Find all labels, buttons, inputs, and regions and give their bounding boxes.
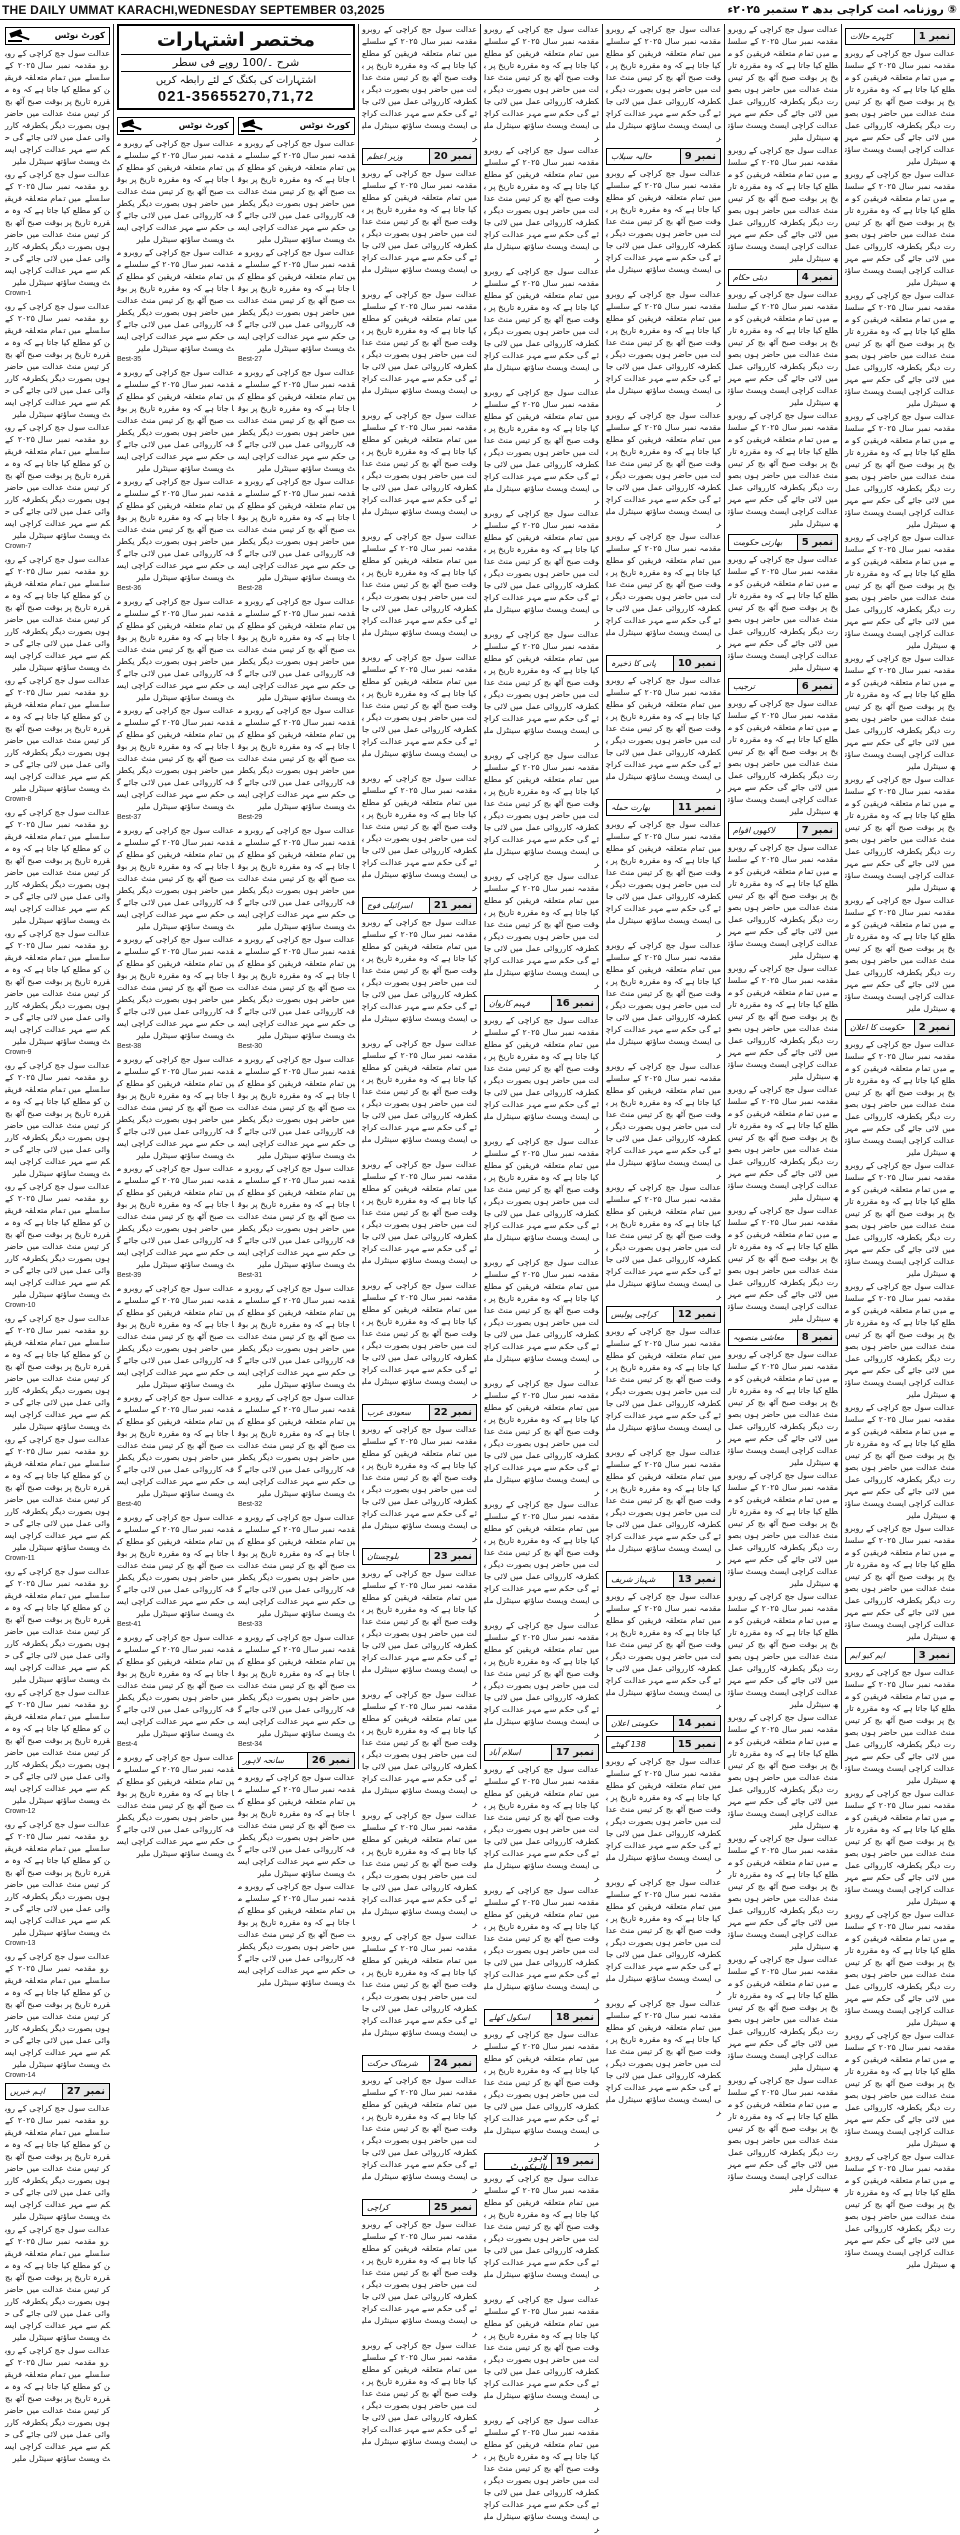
section-title: 138 گھنٹے [611, 1740, 646, 1749]
notice-text: عدالت سول جج کراچی کے روبرو مقدمہ نمبر سال ۲۰۲۵ کے سلسلے میں تمام متعلقہ فریقین کو مطلع کیا جاتا ہے کہ وہ مقررہ تاریخ پر بوقت صبح آٹھ بج کر تیس منٹ عدالت میں حاضر ہوں بصورت دیگر یکطرفہ کارروائی عمل میں لائی جائے گی حکم سے مہر عدالت کراچی ایسٹ ویسٹ ساؤتھ سینٹرل ملیر [238, 1164, 356, 1269]
notice-text: عدالت سول جج کراچی کے روبرو مقدمہ نمبر سال ۲۰۲۵ کے سلسلے میں تمام متعلقہ فریقین کو مطلع کیا جاتا ہے کہ وہ مقررہ تاریخ پر بوقت صبح آٹھ بج کر تیس منٹ عدالت میں حاضر ہوں بصورت دیگر یکطرفہ کارروائی عمل میں لائی جائے گی حکم سے مہر عدالت کراچی ایسٹ ویسٹ ساؤتھ سینٹرل ملیر [238, 139, 356, 244]
ad-tag: Crown-9 [5, 1049, 32, 1056]
article-text: عدالت سول جج کراچی کے روبرو مقدمہ نمبر سال ۲۰۲۵ کے سلسلے میں تمام متعلقہ فریقین کو مطلع کیا جاتا ہے کہ وہ مقررہ تاریخ پر بوقت صبح آٹھ بج کر تیس منٹ عدالت میں حاضر ہوں بصورت دیگر یکطرفہ کارروائی عمل میں لائی جائے گی حکم سے مہر عدالت کراچی ایسٹ ویسٹ ساؤتھ سینٹرل ملیر [845, 654, 956, 771]
notice-text: عدالت سول جج کراچی کے روبرو مقدمہ نمبر سال ۲۰۲۵ کے سلسلے میں تمام متعلقہ فریقین کو مطلع کیا جاتا ہے کہ وہ مقررہ تاریخ پر بوقت صبح آٹھ بج کر تیس منٹ عدالت میں حاضر ہوں بصورت دیگر یکطرفہ کارروائی عمل میں لائی جائے گی حکم سے مہر عدالت کراچی ایسٹ ویسٹ ساؤتھ سینٹرل ملیر [5, 808, 110, 925]
ad-tag: Best-37 [117, 814, 142, 821]
section-number: نمبر 24 [429, 2056, 476, 2071]
article-text: عدالت سول جج کراچی کے روبرو مقدمہ نمبر سال ۲۰۲۵ کے سلسلے میں تمام متعلقہ فریقین کو مطلع کیا جاتا ہے کہ وہ مقررہ تاریخ پر بوقت صبح آٹھ بج کر تیس منٹ عدالت میں حاضر ہوں بصورت دیگر یکطرفہ کارروائی عمل میں لائی جائے گی حکم سے مہر عدالت کراچی ایسٹ ویسٹ ساؤتھ سینٹرل ملیر [728, 290, 839, 407]
section-number: نمبر 10 [673, 656, 720, 671]
section-title: لاہور ہائیکورٹ [509, 2152, 547, 2171]
notice-text: عدالت سول جج کراچی کے روبرو مقدمہ نمبر سال ۲۰۲۵ کے سلسلے میں تمام متعلقہ فریقین کو مطلع کیا جاتا ہے کہ وہ مقررہ تاریخ پر بوقت صبح آٹھ بج کر تیس منٹ عدالت میں حاضر ہوں بصورت دیگر یکطرفہ کارروائی عمل میں لائی جائے گی حکم سے مہر عدالت کراچی ایسٹ ویسٹ ساؤتھ سینٹرل ملیر [5, 49, 110, 166]
section-number: نمبر 27 [62, 2084, 109, 2099]
notice-text: عدالت سول جج کراچی کے روبرو مقدمہ نمبر سال ۲۰۲۵ کے سلسلے میں تمام متعلقہ فریقین کو مطلع کیا جاتا ہے کہ وہ مقررہ تاریخ پر بوقت صبح آٹھ بج کر تیس منٹ عدالت میں حاضر ہوں بصورت دیگر یکطرفہ کارروائی عمل میں لائی جائے گی حکم سے مہر عدالت کراچی ایسٹ ویسٹ ساؤتھ سینٹرل ملیر [117, 1753, 235, 1858]
masthead-urdu-date: ⑤ روزنامہ امت کراچی بدھ ۳ ستمبر ۲۰۲۵ء [727, 3, 957, 16]
ad-tag: Best-32 [238, 1501, 263, 1508]
section-number: نمبر 18 [551, 2010, 598, 2025]
article-text: عدالت سول جج کراچی کے روبرو مقدمہ نمبر سال ۲۰۲۵ کے سلسلے میں تمام متعلقہ فریقین کو مطلع کیا جاتا ہے کہ وہ مقررہ تاریخ پر بوقت صبح آٹھ بج کر تیس منٹ عدالت میں حاضر ہوں بصورت دیگر یکطرفہ کارروائی عمل میں لائی جائے گی حکم سے مہر عدالت کراچی ایسٹ ویسٹ ساؤتھ سینٹرل ملیر [845, 1282, 956, 1399]
article-text: عدالت سول جج کراچی کے روبرو مقدمہ نمبر سال ۲۰۲۵ کے سلسلے میں تمام متعلقہ فریقین کو مطلع کیا جاتا ہے کہ وہ مقررہ تاریخ پر بوقت صبح آٹھ بج کر تیس منٹ عدالت میں حاضر ہوں بصورت دیگر یکطرفہ کارروائی عمل میں لائی جائے گی حکم سے مہر عدالت کراچی ایسٹ ویسٹ ساؤتھ سینٹرل ملیر [728, 1085, 839, 1202]
section-header-10 [606, 655, 721, 672]
section-title: سعودی عرب [367, 1408, 411, 1417]
article-text: عدالت سول جج کراچی کے روبرو مقدمہ نمبر سال ۲۰۲۵ کے سلسلے میں تمام متعلقہ فریقین کو مطلع کیا جاتا ہے کہ وہ مقررہ تاریخ پر بوقت صبح آٹھ بج کر تیس منٹ عدالت میں حاضر ہوں بصورت دیگر یکطرفہ کارروائی عمل میں لائی جائے گی حکم سے مہر عدالت کراچی ایسٹ ویسٹ ساؤتھ سینٹرل ملیر [606, 1062, 722, 1179]
ad-tag: Best-4 [117, 1741, 138, 1748]
article-text: عدالت سول جج کراچی کے روبرو مقدمہ نمبر سال ۲۰۲۵ کے سلسلے میں تمام متعلقہ فریقین کو مطلع کیا جاتا ہے کہ وہ مقررہ تاریخ پر بوقت صبح آٹھ بج کر تیس منٹ عدالت میں حاضر ہوں بصورت دیگر یکطرفہ کارروائی عمل میں لائی جائے گی حکم سے مہر عدالت کراچی ایسٹ ویسٹ ساؤتھ سینٹرل ملیر [362, 25, 478, 142]
section-header-13 [606, 1571, 721, 1588]
article-text: عدالت سول جج کراچی کے روبرو مقدمہ نمبر سال ۲۰۲۵ کے سلسلے میں تمام متعلقہ فریقین کو مطلع کیا جاتا ہے کہ وہ مقررہ تاریخ پر بوقت صبح آٹھ بج کر تیس منٹ عدالت میں حاضر ہوں بصورت دیگر یکطرفہ کارروائی عمل میں لائی جائے گی حکم سے مہر عدالت کراچی ایسٹ ویسٹ ساؤتھ سینٹرل ملیر [728, 1471, 839, 1588]
section-header-27 [5, 2083, 110, 2100]
ad-tag: Best-41 [117, 1621, 142, 1628]
section-header-4 [728, 269, 838, 286]
article-text: عدالت سول جج کراچی کے روبرو مقدمہ نمبر سال ۲۰۲۵ کے سلسلے میں تمام متعلقہ فریقین کو مطلع کیا جاتا ہے کہ وہ مقررہ تاریخ پر بوقت صبح آٹھ بج کر تیس منٹ عدالت میں حاضر ہوں بصورت دیگر یکطرفہ کارروائی عمل میں لائی جائے گی حکم سے مہر عدالت کراچی ایسٹ ویسٹ ساؤتھ سینٹرل ملیر [484, 751, 600, 868]
ad-tag: Crown-8 [5, 796, 32, 803]
ad-tag: Best-38 [117, 1043, 142, 1050]
section-header-17 [484, 1744, 599, 1761]
notice-text: عدالت سول جج کراچی کے روبرو مقدمہ نمبر سال ۲۰۲۵ کے سلسلے میں تمام متعلقہ فریقین کو مطلع کیا جاتا ہے کہ وہ مقررہ تاریخ پر بوقت صبح آٹھ بج کر تیس منٹ عدالت میں حاضر ہوں بصورت دیگر یکطرفہ کارروائی عمل میں لائی جائے گی حکم سے مہر عدالت کراچی ایسٹ ویسٹ ساؤتھ سینٹرل ملیر [238, 826, 356, 931]
article-text: عدالت سول جج کراچی کے روبرو مقدمہ نمبر سال ۲۰۲۵ کے سلسلے میں تمام متعلقہ فریقین کو مطلع کیا جاتا ہے کہ وہ مقررہ تاریخ پر بوقت صبح آٹھ بج کر تیس منٹ عدالت میں حاضر ہوں بصورت دیگر یکطرفہ کارروائی عمل میں لائی جائے گی حکم سے مہر عدالت کراچی ایسٹ ویسٹ ساؤتھ سینٹرل ملیر [606, 25, 722, 142]
article-text: عدالت سول جج کراچی کے روبرو مقدمہ نمبر سال ۲۰۲۵ کے سلسلے میں تمام متعلقہ فریقین کو مطلع کیا جاتا ہے کہ وہ مقررہ تاریخ پر بوقت صبح آٹھ بج کر تیس منٹ عدالت میں حاضر ہوں بصورت دیگر یکطرفہ کارروائی عمل میں لائی جائے گی حکم سے مہر عدالت کراچی ایسٹ ویسٹ ساؤتھ سینٹرل ملیر [238, 1773, 356, 1878]
section-number: نمبر 5 [797, 535, 837, 550]
article-text: عدالت سول جج کراچی کے روبرو مقدمہ نمبر سال ۲۰۲۵ کے سلسلے میں تمام متعلقہ فریقین کو مطلع کیا جاتا ہے کہ وہ مقررہ تاریخ پر بوقت صبح آٹھ بج کر تیس منٹ عدالت میں حاضر ہوں بصورت دیگر یکطرفہ کارروائی عمل میں لائی جائے گی حکم سے مہر عدالت کراچی ایسٹ ویسٹ ساؤتھ سینٹرل ملیر [362, 1160, 478, 1277]
article-text: عدالت سول جج کراچی کے روبرو مقدمہ نمبر سال ۲۰۲۵ کے سلسلے میں تمام متعلقہ فریقین کو مطلع کیا جاتا ہے کہ وہ مقررہ تاریخ پر بوقت صبح آٹھ بج کر تیس منٹ عدالت میں حاضر ہوں بصورت دیگر یکطرفہ کارروائی عمل میں لائی جائے گی حکم سے مہر عدالت کراچی ایسٹ ویسٹ ساؤتھ سینٹرل ملیر [728, 1713, 839, 1830]
article-text: عدالت سول جج کراچی کے روبرو مقدمہ نمبر سال ۲۰۲۵ کے سلسلے میں تمام متعلقہ فریقین کو مطلع کیا جاتا ہے کہ وہ مقررہ تاریخ پر بوقت صبح آٹھ بج کر تیس منٹ عدالت میں حاضر ہوں بصورت دیگر یکطرفہ کارروائی عمل میں لائی جائے گی حکم سے مہر عدالت کراچی ایسٹ ویسٹ ساؤتھ سینٹرل ملیر [728, 555, 839, 672]
notice-text: عدالت سول جج کراچی کے روبرو مقدمہ نمبر سال ۲۰۲۵ کے سلسلے میں تمام متعلقہ فریقین کو مطلع کیا جاتا ہے کہ وہ مقررہ تاریخ پر بوقت صبح آٹھ بج کر تیس منٹ عدالت میں حاضر ہوں بصورت دیگر یکطرفہ کارروائی عمل میں لائی جائے گی حکم سے مہر عدالت کراچی ایسٹ ویسٹ ساؤتھ سینٹرل ملیر [117, 597, 235, 702]
section-number: نمبر 13 [673, 1572, 720, 1587]
notice-text: عدالت سول جج کراچی کے روبرو مقدمہ نمبر سال ۲۰۲۵ کے سلسلے میں تمام متعلقہ فریقین کو مطلع کیا جاتا ہے کہ وہ مقررہ تاریخ پر بوقت صبح آٹھ بج کر تیس منٹ عدالت میں حاضر ہوں بصورت دیگر یکطرفہ کارروائی عمل میں لائی جائے گی حکم سے مہر عدالت کراچی ایسٹ ویسٹ ساؤتھ سینٹرل ملیر [238, 248, 356, 353]
article-text: عدالت سول جج کراچی کے روبرو مقدمہ نمبر سال ۲۰۲۵ کے سلسلے میں تمام متعلقہ فریقین کو مطلع کیا جاتا ہے کہ وہ مقررہ تاریخ پر بوقت صبح آٹھ بج کر تیس منٹ عدالت میں حاضر ہوں بصورت دیگر یکطرفہ کارروائی عمل میں لائی جائے گی حکم سے مہر عدالت کراچی ایسٹ ویسٹ ساؤتھ سینٹرل ملیر [238, 1882, 356, 1987]
article-text: عدالت سول جج کراچی کے روبرو مقدمہ نمبر سال ۲۰۲۵ کے سلسلے میں تمام متعلقہ فریقین کو مطلع کیا جاتا ہے کہ وہ مقررہ تاریخ پر بوقت صبح آٹھ بج کر تیس منٹ عدالت میں حاضر ہوں بصورت دیگر یکطرفہ کارروائی عمل میں لائی جائے گی حکم سے مہر عدالت کراچی ایسٹ ویسٹ ساؤتھ سینٹرل ملیر [362, 1690, 478, 1807]
classified-subcolumn [238, 114, 355, 1990]
section-header-22 [362, 1404, 477, 1421]
article-text: عدالت سول جج کراچی کے روبرو مقدمہ نمبر سال ۲۰۲۵ کے سلسلے میں تمام متعلقہ فریقین کو مطلع کیا جاتا ہے کہ وہ مقررہ تاریخ پر بوقت صبح آٹھ بج کر تیس منٹ عدالت میں حاضر ہوں بصورت دیگر یکطرفہ کارروائی عمل میں لائی جائے گی حکم سے مہر عدالت کراچی ایسٹ ویسٹ ساؤتھ سینٹرل ملیر [606, 290, 722, 407]
section-title: دبئی حکام [733, 273, 768, 282]
classified-column-banner [113, 24, 358, 1987]
news-column-9-15 [602, 24, 724, 2116]
article-text: عدالت سول جج کراچی کے روبرو مقدمہ نمبر سال ۲۰۲۵ کے سلسلے میں تمام متعلقہ فریقین کو مطلع کیا جاتا ہے کہ وہ مقررہ تاریخ پر بوقت صبح آٹھ بج کر تیس منٹ عدالت میں حاضر ہوں بصورت دیگر یکطرفہ کارروائی عمل میں لائی جائے گی حکم سے مہر عدالت کراچی ایسٹ ویسٹ ساؤتھ سینٹرل ملیر [845, 2031, 956, 2148]
section-number: نمبر 25 [429, 2200, 476, 2215]
article-text: عدالت سول جج کراچی کے روبرو مقدمہ نمبر سال ۲۰۲۵ کے سلسلے میں تمام متعلقہ فریقین کو مطلع کیا جاتا ہے کہ وہ مقررہ تاریخ پر بوقت صبح آٹھ بج کر تیس منٹ عدالت میں حاضر ہوں بصورت دیگر یکطرفہ کارروائی عمل میں لائی جائے گی حکم سے مہر عدالت کراچی ایسٹ ویسٹ ساؤتھ سینٹرل ملیر [728, 1592, 839, 1709]
court-notice-label: کورٹ نوٹس [178, 121, 229, 131]
ad-tag: Best-40 [117, 1501, 142, 1508]
notice-text: عدالت سول جج کراچی کے روبرو مقدمہ نمبر سال ۲۰۲۵ کے سلسلے میں تمام متعلقہ فریقین کو مطلع کیا جاتا ہے کہ وہ مقررہ تاریخ پر بوقت صبح آٹھ بج کر تیس منٹ عدالت میں حاضر ہوں بصورت دیگر یکطرفہ کارروائی عمل میں لائی جائے گی حکم سے مہر عدالت کراچی ایسٹ ویسٹ ساؤتھ سینٹرل ملیر [5, 170, 110, 287]
article-text: عدالت سول جج کراچی کے روبرو مقدمہ نمبر سال ۲۰۲۵ کے سلسلے میں تمام متعلقہ فریقین کو مطلع کیا جاتا ہے کہ وہ مقررہ تاریخ پر بوقت صبح آٹھ بج کر تیس منٹ عدالت میں حاضر ہوں بصورت دیگر یکطرفہ کارروائی عمل میں لائی جائے گی حکم سے مہر عدالت کراچی ایسٹ ویسٹ ساؤتھ سینٹرل ملیر [362, 1039, 478, 1156]
banner-booking: اشتہارات کی بکنگ کے لئے رابطہ کریں [155, 75, 317, 86]
article-text: عدالت سول جج کراچی کے روبرو مقدمہ نمبر سال ۲۰۲۵ کے سلسلے میں تمام متعلقہ فریقین کو مطلع کیا جاتا ہے کہ وہ مقررہ تاریخ پر بوقت صبح آٹھ بج کر تیس منٹ عدالت میں حاضر ہوں بصورت دیگر یکطرفہ کارروائی عمل میں لائی جائے گی حکم سے مہر عدالت کراچی ایسٹ ویسٹ ساؤتھ سینٹرل ملیر [484, 1137, 600, 1254]
notice-text: عدالت سول جج کراچی کے روبرو مقدمہ نمبر سال ۲۰۲۵ کے سلسلے میں تمام متعلقہ فریقین کو مطلع کیا جاتا ہے کہ وہ مقررہ تاریخ پر بوقت صبح آٹھ بج کر تیس منٹ عدالت میں حاضر ہوں بصورت دیگر یکطرفہ کارروائی عمل میں لائی جائے گی حکم سے مہر عدالت کراچی ایسٹ ویسٹ ساؤتھ سینٹرل ملیر [117, 706, 235, 811]
section-title: سانحہ لاہور [243, 1756, 285, 1765]
section-header-6 [728, 678, 838, 695]
article-text: عدالت سول جج کراچی کے روبرو مقدمہ نمبر سال ۲۰۲۵ کے سلسلے میں تمام متعلقہ فریقین کو مطلع کیا جاتا ہے کہ وہ مقررہ تاریخ پر بوقت صبح آٹھ بج کر تیس منٹ عدالت میں حاضر ہوں بصورت دیگر یکطرفہ کارروائی عمل میں لائی جائے گی حکم سے مہر عدالت کراچی ایسٹ ویسٹ ساؤتھ سینٹرل ملیر [845, 1789, 956, 1906]
article-text: عدالت سول جج کراچی کے روبرو مقدمہ نمبر سال ۲۰۲۵ کے سلسلے میں تمام متعلقہ فریقین کو مطلع کیا جاتا ہے کہ وہ مقررہ تاریخ پر بوقت صبح آٹھ بج کر تیس منٹ عدالت میں حاضر ہوں بصورت دیگر یکطرفہ کارروائی عمل میں لائی جائے گی حکم سے مہر عدالت کراچی ایسٹ ویسٹ ساؤتھ سینٹرل ملیر [728, 411, 839, 528]
notice-text: عدالت سول جج کراچی کے روبرو مقدمہ نمبر سال ۲۰۲۵ کے سلسلے میں تمام متعلقہ فریقین کو مطلع کیا جاتا ہے کہ وہ مقررہ تاریخ پر بوقت صبح آٹھ بج کر تیس منٹ عدالت میں حاضر ہوں بصورت دیگر یکطرفہ کارروائی عمل میں لائی جائے گی حکم سے مہر عدالت کراچی ایسٹ ویسٹ ساؤتھ سینٹرل ملیر [117, 935, 235, 1040]
article-text: عدالت سول جج کراچی کے روبرو مقدمہ نمبر سال ۲۰۲۵ کے سلسلے میں تمام متعلقہ فریقین کو مطلع کیا جاتا ہے کہ وہ مقررہ تاریخ پر بوقت صبح آٹھ بج کر تیس منٹ عدالت میں حاضر ہوں بصورت دیگر یکطرفہ کارروائی عمل میں لائی جائے گی حکم سے مہر عدالت کراچی ایسٹ ویسٹ ساؤتھ سینٹرل ملیر [606, 1999, 722, 2116]
section-number: نمبر 23 [429, 1549, 476, 1564]
article-text: عدالت سول جج کراچی کے روبرو مقدمہ نمبر سال ۲۰۲۵ کے سلسلے میں تمام متعلقہ فریقین کو مطلع کیا جاتا ہے کہ وہ مقررہ تاریخ پر بوقت صبح آٹھ بج کر تیس منٹ عدالت میں حاضر ہوں بصورت دیگر یکطرفہ کارروائی عمل میں لائی جائے گی حکم سے مہر عدالت کراچی ایسٹ ویسٹ ساؤتھ سینٹرل ملیر [362, 1425, 478, 1542]
court-notice-header [117, 117, 234, 135]
article-text: عدالت سول جج کراچی کے روبرو مقدمہ نمبر سال ۲۰۲۵ کے سلسلے میں تمام متعلقہ فریقین کو مطلع کیا جاتا ہے کہ وہ مقررہ تاریخ پر بوقت صبح آٹھ بج کر تیس منٹ عدالت میں حاضر ہوں بصورت دیگر یکطرفہ کارروائی عمل میں لائی جائے گی حکم سے مہر عدالت کراچی ایسٹ ویسٹ ساؤتھ سینٹرل ملیر [606, 1878, 722, 1995]
article-text: عدالت سول جج کراچی کے روبرو مقدمہ نمبر سال ۲۰۲۵ کے سلسلے میں تمام متعلقہ فریقین کو مطلع کیا جاتا ہے کہ وہ مقررہ تاریخ پر بوقت صبح آٹھ بج کر تیس منٹ عدالت میں حاضر ہوں بصورت دیگر یکطرفہ کارروائی عمل میں لائی جائے گی حکم سے مہر عدالت کراچی ایسٹ ویسٹ ساؤتھ سینٹرل ملیر [606, 532, 722, 649]
article-text: عدالت سول جج کراچی کے روبرو مقدمہ نمبر سال ۲۰۲۵ کے سلسلے میں تمام متعلقہ فریقین کو مطلع کیا جاتا ہے کہ وہ مقررہ تاریخ پر بوقت صبح آٹھ بج کر تیس منٹ عدالت میں حاضر ہوں بصورت دیگر یکطرفہ کارروائی عمل میں لائی جائے گی حکم سے مہر عدالت کراچی ایسٹ ویسٹ ساؤتھ سینٹرل ملیر [845, 1668, 956, 1785]
article-text: عدالت سول جج کراچی کے روبرو مقدمہ نمبر سال ۲۰۲۵ کے سلسلے میں تمام متعلقہ فریقین کو مطلع کیا جاتا ہے کہ وہ مقررہ تاریخ پر بوقت صبح آٹھ بج کر تیس منٹ عدالت میں حاضر ہوں بصورت دیگر یکطرفہ کارروائی عمل میں لائی جائے گی حکم سے مہر عدالت کراچی ایسٹ ویسٹ ساؤتھ سینٹرل ملیر [484, 509, 600, 626]
article-text: عدالت سول جج کراچی کے روبرو مقدمہ نمبر سال ۲۰۲۵ کے سلسلے میں تمام متعلقہ فریقین کو مطلع کیا جاتا ہے کہ وہ مقررہ تاریخ پر بوقت صبح آٹھ بج کر تیس منٹ عدالت میں حاضر ہوں بصورت دیگر یکطرفہ کارروائی عمل میں لائی جائے گی حکم سے مہر عدالت کراچی ایسٹ ویسٹ ساؤتھ سینٹرل ملیر [728, 964, 839, 1081]
article-text: عدالت سول جج کراچی کے روبرو مقدمہ نمبر سال ۲۰۲۵ کے سلسلے میں تمام متعلقہ فریقین کو مطلع کیا جاتا ہے کہ وہ مقررہ تاریخ پر بوقت صبح آٹھ بج کر تیس منٹ عدالت میں حاضر ہوں بصورت دیگر یکطرفہ کارروائی عمل میں لائی جائے گی حکم سے مہر عدالت کراچی ایسٹ ویسٹ ساؤتھ سینٹرل ملیر [606, 1757, 722, 1874]
article-text: عدالت سول جج کراچی کے روبرو مقدمہ نمبر سال ۲۰۲۵ کے سلسلے میں تمام متعلقہ فریقین کو مطلع کیا جاتا ہے کہ وہ مقررہ تاریخ پر بوقت صبح آٹھ بج کر تیس منٹ عدالت میں حاضر ہوں بصورت دیگر یکطرفہ کارروائی عمل میں لائی جائے گی حکم سے مہر عدالت کراچی ایسٹ ویسٹ ساؤتھ سینٹرل ملیر [845, 412, 956, 529]
section-number: نمبر 20 [429, 149, 476, 164]
section-number: نمبر 14 [673, 1716, 720, 1731]
court-notice-header [238, 117, 355, 135]
court-notice-label: کورٹ نوٹس [299, 121, 350, 131]
article-text: عدالت سول جج کراچی کے روبرو مقدمہ نمبر سال ۲۰۲۵ کے سلسلے میں تمام متعلقہ فریقین کو مطلع کیا جاتا ہے کہ وہ مقررہ تاریخ پر بوقت صبح آٹھ بج کر تیس منٹ عدالت میں حاضر ہوں بصورت دیگر یکطرفہ کارروائی عمل میں لائی جائے گی حکم سے مہر عدالت کراچی ایسٹ ویسٹ ساؤتھ سینٹرل ملیر [484, 872, 600, 989]
section-number: نمبر 6 [797, 679, 837, 694]
article-text: عدالت سول جج کراچی کے روبرو مقدمہ نمبر سال ۲۰۲۵ کے سلسلے میں تمام متعلقہ فریقین کو مطلع کیا جاتا ہے کہ وہ مقررہ تاریخ پر بوقت صبح آٹھ بج کر تیس منٹ عدالت میں حاضر ہوں بصورت دیگر یکطرفہ کارروائی عمل میں لائی جائے گی حکم سے مہر عدالت کراچی ایسٹ ویسٹ ساؤتھ سینٹرل ملیر [728, 699, 839, 816]
section-header-5 [728, 534, 838, 551]
article-text: عدالت سول جج کراچی کے روبرو مقدمہ نمبر سال ۲۰۲۵ کے سلسلے میں تمام متعلقہ فریقین کو مطلع کیا جاتا ہے کہ وہ مقررہ تاریخ پر بوقت صبح آٹھ بج کر تیس منٹ عدالت میں حاضر ہوں بصورت دیگر یکطرفہ کارروائی عمل میں لائی جائے گی حکم سے مہر عدالت کراچی ایسٹ ویسٹ ساؤتھ سینٹرل ملیر [484, 1765, 600, 1882]
section-number: نمبر 2 [914, 1020, 954, 1035]
section-header-1 [845, 28, 955, 45]
banner-rate: شرح ۔/100 روپے فی سطر [121, 54, 351, 72]
article-text: عدالت سول جج کراچی کے روبرو مقدمہ نمبر سال ۲۰۲۵ کے سلسلے میں تمام متعلقہ فریقین کو مطلع کیا جاتا ہے کہ وہ مقررہ تاریخ پر بوقت صبح آٹھ بج کر تیس منٹ عدالت میں حاضر ہوں بصورت دیگر یکطرفہ کارروائی عمل میں لائی جائے گی حکم سے مہر عدالت کراچی ایسٹ ویسٹ ساؤتھ سینٹرل ملیر [484, 1258, 600, 1375]
section-header-2 [845, 1019, 955, 1036]
article-text: عدالت سول جج کراچی کے روبرو مقدمہ نمبر سال ۲۰۲۵ کے سلسلے میں تمام متعلقہ فریقین کو مطلع کیا جاتا ہے کہ وہ مقررہ تاریخ پر بوقت صبح آٹھ بج کر تیس منٹ عدالت میں حاضر ہوں بصورت دیگر یکطرفہ کارروائی عمل میں لائی جائے گی حکم سے مہر عدالت کراچی ایسٹ ویسٹ ساؤتھ سینٹرل ملیر [606, 1327, 722, 1444]
notice-text: عدالت سول جج کراچی کے روبرو مقدمہ نمبر سال ۲۰۲۵ کے سلسلے میں تمام متعلقہ فریقین کو مطلع کیا جاتا ہے کہ وہ مقررہ تاریخ پر بوقت صبح آٹھ بج کر تیس منٹ عدالت میں حاضر ہوں بصورت دیگر یکطرفہ کارروائی عمل میں لائی جائے گی حکم سے مہر عدالت کراچی ایسٹ ویسٹ ساؤتھ سینٹرل ملیر [5, 1182, 110, 1299]
section-number: نمبر 26 [307, 1753, 354, 1768]
notice-text: عدالت سول جج کراچی کے روبرو مقدمہ نمبر سال ۲۰۲۵ کے سلسلے میں تمام متعلقہ فریقین کو مطلع کیا جاتا ہے کہ وہ مقررہ تاریخ پر بوقت صبح آٹھ بج کر تیس منٹ عدالت میں حاضر ہوں بصورت دیگر یکطرفہ کارروائی عمل میں لائی جائے گی حکم سے مہر عدالت کراچی ایسٹ ویسٹ ساؤتھ سینٹرل ملیر [5, 423, 110, 540]
notice-text: عدالت سول جج کراچی کے روبرو مقدمہ نمبر سال ۲۰۲۵ کے سلسلے میں تمام متعلقہ فریقین کو مطلع کیا جاتا ہے کہ وہ مقررہ تاریخ پر بوقت صبح آٹھ بج کر تیس منٹ عدالت میں حاضر ہوں بصورت دیگر یکطرفہ کارروائی عمل میں لائی جائے گی حکم سے مہر عدالت کراچی ایسٹ ویسٹ ساؤتھ سینٹرل ملیر [117, 1284, 235, 1389]
section-number: نمبر 15 [673, 1737, 720, 1752]
article-text: عدالت سول جج کراچی کے روبرو مقدمہ نمبر سال ۲۰۲۵ کے سلسلے میں تمام متعلقہ فریقین کو مطلع کیا جاتا ہے کہ وہ مقررہ تاریخ پر بوقت صبح آٹھ بج کر تیس منٹ عدالت میں حاضر ہوں بصورت دیگر یکطرفہ کارروائی عمل میں لائی جائے گی حکم سے مہر عدالت کراچی ایسٹ ویسٹ ساؤتھ سینٹرل ملیر [362, 411, 478, 528]
article-text: عدالت سول جج کراچی کے روبرو مقدمہ نمبر سال ۲۰۲۵ کے سلسلے میں تمام متعلقہ فریقین کو مطلع کیا جاتا ہے کہ وہ مقررہ تاریخ پر بوقت صبح آٹھ بج کر تیس منٹ عدالت میں حاضر ہوں بصورت دیگر یکطرفہ کارروائی عمل میں لائی جائے گی حکم سے مہر عدالت کراچی ایسٹ ویسٹ ساؤتھ سینٹرل ملیر [362, 1811, 478, 1928]
ad-tag: Crown-14 [5, 2072, 36, 2079]
notice-text: عدالت سول جج کراچی کے روبرو مقدمہ نمبر سال ۲۰۲۵ کے سلسلے میں تمام متعلقہ فریقین کو مطلع کیا جاتا ہے کہ وہ مقررہ تاریخ پر بوقت صبح آٹھ بج کر تیس منٹ عدالت میں حاضر ہوں بصورت دیگر یکطرفہ کارروائی عمل میں لائی جائے گی حکم سے مہر عدالت کراچی ایسٹ ویسٹ ساؤتھ سینٹرل ملیر [238, 706, 356, 811]
ad-tag: Crown-11 [5, 1555, 35, 1562]
section-number: نمبر 21 [429, 898, 476, 913]
news-column-1-3 [841, 24, 958, 2269]
banner-phone: 021-35655270,71,72 [157, 88, 315, 105]
article-text: عدالت سول جج کراچی کے روبرو مقدمہ نمبر سال ۲۰۲۵ کے سلسلے میں تمام متعلقہ فریقین کو مطلع کیا جاتا ہے کہ وہ مقررہ تاریخ پر بوقت صبح آٹھ بج کر تیس منٹ عدالت میں حاضر ہوں بصورت دیگر یکطرفہ کارروائی عمل میں لائی جائے گی حکم سے مہر عدالت کراچی ایسٹ ویسٹ ساؤتھ سینٹرل ملیر [362, 1932, 478, 2049]
news-column-20-25 [358, 24, 480, 2458]
notice-text: عدالت سول جج کراچی کے روبرو مقدمہ نمبر سال ۲۰۲۵ کے سلسلے میں تمام متعلقہ فریقین کو مطلع کیا جاتا ہے کہ وہ مقررہ تاریخ پر بوقت صبح آٹھ بج کر تیس منٹ عدالت میں حاضر ہوں بصورت دیگر یکطرفہ کارروائی عمل میں لائی جائے گی حکم سے مہر عدالت کراچی ایسٹ ویسٹ ساؤتھ سینٹرل ملیر [5, 1435, 110, 1552]
section-title: بھارتی حکومت [733, 538, 783, 547]
article-text: عدالت سول جج کراچی کے روبرو مقدمہ نمبر سال ۲۰۲۵ کے سلسلے میں تمام متعلقہ فریقین کو مطلع کیا جاتا ہے کہ وہ مقررہ تاریخ پر بوقت صبح آٹھ بج کر تیس منٹ عدالت میں حاضر ہوں بصورت دیگر یکطرفہ کارروائی عمل میں لائی جائے گی حکم سے مہر عدالت کراچی ایسٹ ویسٹ ساؤتھ سینٹرل ملیر [484, 630, 600, 747]
article-text: عدالت سول جج کراچی کے روبرو مقدمہ نمبر سال ۲۰۲۵ کے سلسلے میں تمام متعلقہ فریقین کو مطلع کیا جاتا ہے کہ وہ مقررہ تاریخ پر بوقت صبح آٹھ بج کر تیس منٹ عدالت میں حاضر ہوں بصورت دیگر یکطرفہ کارروائی عمل میں لائی جائے گی حکم سے مہر عدالت کراچی ایسٹ ویسٹ ساؤتھ سینٹرل ملیر [362, 169, 478, 286]
article-text: عدالت سول جج کراچی کے روبرو مقدمہ نمبر سال ۲۰۲۵ کے سلسلے میں تمام متعلقہ فریقین کو مطلع کیا جاتا ہے کہ وہ مقررہ تاریخ پر بوقت صبح آٹھ بج کر تیس منٹ عدالت میں حاضر ہوں بصورت دیگر یکطرفہ کارروائی عمل میں لائی جائے گی حکم سے مہر عدالت کراچی ایسٹ ویسٹ ساؤتھ سینٹرل ملیر [362, 1569, 478, 1686]
article-text: عدالت سول جج کراچی کے روبرو مقدمہ نمبر سال ۲۰۲۵ کے سلسلے میں تمام متعلقہ فریقین کو مطلع کیا جاتا ہے کہ وہ مقررہ تاریخ پر بوقت صبح آٹھ بج کر تیس منٹ عدالت میں حاضر ہوں بصورت دیگر یکطرفہ کارروائی عمل میں لائی جائے گی حکم سے مہر عدالت کراچی ایسٹ ویسٹ ساؤتھ سینٹرل ملیر [362, 774, 478, 891]
ad-tag: Best-34 [238, 1741, 263, 1748]
notice-text: عدالت سول جج کراچی کے روبرو مقدمہ نمبر سال ۲۰۲۵ کے سلسلے میں تمام متعلقہ فریقین کو مطلع کیا جاتا ہے کہ وہ مقررہ تاریخ پر بوقت صبح آٹھ بج کر تیس منٹ عدالت میں حاضر ہوں بصورت دیگر یکطرفہ کارروائی عمل میں لائی جائے گی حکم سے مہر عدالت کراچی ایسٹ ویسٹ ساؤتھ سینٹرل ملیر [117, 1055, 235, 1160]
notice-text: عدالت سول جج کراچی کے روبرو مقدمہ نمبر سال ۲۰۲۵ کے سلسلے میں تمام متعلقہ فریقین کو مطلع کیا جاتا ہے کہ وہ مقررہ تاریخ پر بوقت صبح آٹھ بج کر تیس منٹ عدالت میں حاضر ہوں بصورت دیگر یکطرفہ کارروائی عمل میں لائی جائے گی حکم سے مہر عدالت کراچی ایسٹ ویسٹ ساؤتھ سینٹرل ملیر [5, 1567, 110, 1684]
article-text: عدالت سول جج کراچی کے روبرو مقدمہ نمبر سال ۲۰۲۵ کے سلسلے میں تمام متعلقہ فریقین کو مطلع کیا جاتا ہے کہ وہ مقررہ تاریخ پر بوقت صبح آٹھ بج کر تیس منٹ عدالت میں حاضر ہوں بصورت دیگر یکطرفہ کارروائی عمل میں لائی جائے گی حکم سے مہر عدالت کراچی ایسٹ ویسٹ ساؤتھ سینٹرل ملیر [845, 896, 956, 1013]
notice-text: عدالت سول جج کراچی کے روبرو مقدمہ نمبر سال ۲۰۲۵ کے سلسلے میں تمام متعلقہ فریقین کو مطلع کیا جاتا ہے کہ وہ مقررہ تاریخ پر بوقت صبح آٹھ بج کر تیس منٹ عدالت میں حاضر ہوں بصورت دیگر یکطرفہ کارروائی عمل میں لائی جائے گی حکم سے مہر عدالت کراچی ایسٹ ویسٹ ساؤتھ سینٹرل ملیر [5, 1314, 110, 1431]
notice-text: عدالت سول جج کراچی کے روبرو مقدمہ نمبر سال ۲۰۲۵ کے سلسلے میں تمام متعلقہ فریقین کو مطلع کیا جاتا ہے کہ وہ مقررہ تاریخ پر بوقت صبح آٹھ بج کر تیس منٹ عدالت میں حاضر ہوں بصورت دیگر یکطرفہ کارروائی عمل میں لائی جائے گی حکم سے مہر عدالت کراچی ایسٹ ویسٹ ساؤتھ سینٹرل ملیر [117, 477, 235, 582]
section-number: نمبر 9 [680, 149, 720, 164]
article-text: عدالت سول جج کراچی کے روبرو مقدمہ نمبر سال ۲۰۲۵ کے سلسلے میں تمام متعلقہ فریقین کو مطلع کیا جاتا ہے کہ وہ مقررہ تاریخ پر بوقت صبح آٹھ بج کر تیس منٹ عدالت میں حاضر ہوں بصورت دیگر یکطرفہ کارروائی عمل میں لائی جائے گی حکم سے مہر عدالت کراچی ایسٹ ویسٹ ساؤتھ سینٹرل ملیر [845, 49, 956, 166]
gavel-icon [8, 29, 32, 43]
article-text: عدالت سول جج کراچی کے روبرو مقدمہ نمبر سال ۲۰۲۵ کے سلسلے میں تمام متعلقہ فریقین کو مطلع کیا جاتا ہے کہ وہ مقررہ تاریخ پر بوقت صبح آٹھ بج کر تیس منٹ عدالت میں حاضر ہوں بصورت دیگر یکطرفہ کارروائی عمل میں لائی جائے گی حکم سے مہر عدالت کراچی ایسٹ ویسٹ ساؤتھ سینٹرل ملیر [728, 2076, 839, 2193]
ad-tag: Best-30 [238, 1043, 263, 1050]
section-title: کٹہرے حالات [850, 32, 893, 41]
article-text: عدالت سول جج کراچی کے روبرو مقدمہ نمبر سال ۲۰۲۵ کے سلسلے میں تمام متعلقہ فریقین کو مطلع کیا جاتا ہے کہ وہ مقررہ تاریخ پر بوقت صبح آٹھ بج کر تیس منٹ عدالت میں حاضر ہوں بصورت دیگر یکطرفہ کارروائی عمل میں لائی جائے گی حکم سے مہر عدالت کراچی ایسٹ ویسٹ ساؤتھ سینٹرل ملیر [484, 146, 600, 263]
article-text: عدالت سول جج کراچی کے روبرو مقدمہ نمبر سال ۲۰۲۵ کے سلسلے میں تمام متعلقہ فریقین کو مطلع کیا جاتا ہے کہ وہ مقررہ تاریخ پر بوقت صبح آٹھ بج کر تیس منٹ عدالت میں حاضر ہوں بصورت دیگر یکطرفہ کارروائی عمل میں لائی جائے گی حکم سے مہر عدالت کراچی ایسٹ ویسٹ ساؤتھ سینٹرل ملیر [484, 267, 600, 384]
notice-text: عدالت سول جج کراچی کے روبرو مقدمہ نمبر سال ۲۰۲۵ کے سلسلے میں تمام متعلقہ فریقین کو مطلع کیا جاتا ہے کہ وہ مقررہ تاریخ پر بوقت صبح آٹھ بج کر تیس منٹ عدالت میں حاضر ہوں بصورت دیگر یکطرفہ کارروائی عمل میں لائی جائے گی حکم سے مہر عدالت کراچی ایسٹ ویسٹ ساؤتھ سینٹرل ملیر [117, 1393, 235, 1498]
section-title: بھارت حملہ [611, 803, 651, 812]
ad-tag: Crown-1 [5, 290, 32, 297]
article-text: عدالت سول جج کراچی کے روبرو مقدمہ نمبر سال ۲۰۲۵ کے سلسلے میں تمام متعلقہ فریقین کو مطلع کیا جاتا ہے کہ وہ مقررہ تاریخ پر بوقت صبح آٹھ بج کر تیس منٹ عدالت میں حاضر ہوں بصورت دیگر یکطرفہ کارروائی عمل میں لائی جائے گی حکم سے مہر عدالت کراچی ایسٹ ویسٹ ساؤتھ سینٹرل ملیر [728, 1955, 839, 2072]
section-title: شرمناک حرکت [367, 2059, 418, 2068]
section-number: نمبر 22 [429, 1405, 476, 1420]
article-text: عدالت سول جج کراچی کے روبرو مقدمہ نمبر سال ۲۰۲۵ کے سلسلے میں تمام متعلقہ فریقین کو مطلع کیا جاتا ہے کہ وہ مقررہ تاریخ پر بوقت صبح آٹھ بج کر تیس منٹ عدالت میں حاضر ہوں بصورت دیگر یکطرفہ کارروائی عمل میں لائی جائے گی حکم سے مہر عدالت کراچی ایسٹ ویسٹ ساؤتھ سینٹرل ملیر [362, 2341, 478, 2458]
notice-text: عدالت سول جج کراچی کے روبرو مقدمہ نمبر سال ۲۰۲۵ کے سلسلے میں تمام متعلقہ فریقین کو مطلع کیا جاتا ہے کہ وہ مقررہ تاریخ پر بوقت صبح آٹھ بج کر تیس منٹ عدالت میں حاضر ہوں بصورت دیگر یکطرفہ کارروائی عمل میں لائی جائے گی حکم سے مہر عدالت کراچی ایسٹ ویسٹ ساؤتھ سینٹرل ملیر [5, 1688, 110, 1805]
article-text: عدالت سول جج کراچی کے روبرو مقدمہ نمبر سال ۲۰۲۵ کے سلسلے میں تمام متعلقہ فریقین کو مطلع کیا جاتا ہے کہ وہ مقررہ تاریخ پر بوقت صبح آٹھ بج کر تیس منٹ عدالت میں حاضر ہوں بصورت دیگر یکطرفہ کارروائی عمل میں لائی جائے گی حکم سے مہر عدالت کراچی ایسٹ ویسٹ ساؤتھ سینٹرل ملیر [728, 1206, 839, 1323]
section-title: کراچی پولیس [611, 1310, 658, 1319]
article-text: عدالت سول جج کراچی کے روبرو مقدمہ نمبر سال ۲۰۲۵ کے سلسلے میں تمام متعلقہ فریقین کو مطلع کیا جاتا ہے کہ وہ مقررہ تاریخ پر بوقت صبح آٹھ بج کر تیس منٹ عدالت میں حاضر ہوں بصورت دیگر یکطرفہ کارروائی عمل میں لائی جائے گی حکم سے مہر عدالت کراچی ایسٹ ویسٹ ساؤتھ سینٹرل ملیر [728, 146, 839, 263]
section-title: معاشی منصوبہ [733, 1333, 785, 1342]
notice-text: عدالت سول جج کراچی کے روبرو مقدمہ نمبر سال ۲۰۲۵ کے سلسلے میں تمام متعلقہ فریقین کو مطلع کیا جاتا ہے کہ وہ مقررہ تاریخ پر بوقت صبح آٹھ بج کر تیس منٹ عدالت میں حاضر ہوں بصورت دیگر یکطرفہ کارروائی عمل میں لائی جائے گی حکم سے مہر عدالت کراچی ایسٹ ویسٹ ساؤتھ سینٹرل ملیر [5, 555, 110, 672]
notice-text: عدالت سول جج کراچی کے روبرو مقدمہ نمبر سال ۲۰۲۵ کے سلسلے میں تمام متعلقہ فریقین کو مطلع کیا جاتا ہے کہ وہ مقررہ تاریخ پر بوقت صبح آٹھ بج کر تیس منٹ عدالت میں حاضر ہوں بصورت دیگر یکطرفہ کارروائی عمل میں لائی جائے گی حکم سے مہر عدالت کراچی ایسٹ ویسٹ ساؤتھ سینٹرل ملیر [117, 1513, 235, 1618]
article-text: عدالت سول جج کراچی کے روبرو مقدمہ نمبر سال ۲۰۲۵ کے سلسلے میں تمام متعلقہ فریقین کو مطلع کیا جاتا ہے کہ وہ مقررہ تاریخ پر بوقت صبح آٹھ بج کر تیس منٹ عدالت میں حاضر ہوں بصورت دیگر یکطرفہ کارروائی عمل میں لائی جائے گی حکم سے مہر عدالت کراچی ایسٹ ویسٹ ساؤتھ سینٹرل ملیر [606, 820, 722, 937]
notice-text: عدالت سول جج کراچی کے روبرو مقدمہ نمبر سال ۲۰۲۵ کے سلسلے میں تمام متعلقہ فریقین کو مطلع کیا جاتا ہے کہ وہ مقررہ تاریخ پر بوقت صبح آٹھ بج کر تیس منٹ عدالت میں حاضر ہوں بصورت دیگر یکطرفہ کارروائی عمل میں لائی جائے گی حکم سے مہر عدالت کراچی ایسٹ ویسٹ ساؤتھ سینٹرل ملیر [238, 1055, 356, 1160]
article-text: عدالت سول جج کراچی کے روبرو مقدمہ نمبر سال ۲۰۲۵ کے سلسلے میں تمام متعلقہ فریقین کو مطلع کیا جاتا ہے کہ وہ مقررہ تاریخ پر بوقت صبح آٹھ بج کر تیس منٹ عدالت میں حاضر ہوں بصورت دیگر یکطرفہ کارروائی عمل میں لائی جائے گی حکم سے مہر عدالت کراچی ایسٹ ویسٹ ساؤتھ سینٹرل ملیر [845, 1524, 956, 1641]
notice-text: عدالت سول جج کراچی کے روبرو مقدمہ نمبر سال ۲۰۲۵ کے سلسلے میں تمام متعلقہ فریقین کو مطلع کیا جاتا ہے کہ وہ مقررہ تاریخ پر بوقت صبح آٹھ بج کر تیس منٹ عدالت میں حاضر ہوں بصورت دیگر یکطرفہ کارروائی عمل میں لائی جائے گی حکم سے مہر عدالت کراچی ایسٹ ویسٹ ساؤتھ سینٹرل ملیر [5, 2104, 110, 2221]
section-number: نمبر 17 [551, 1745, 598, 1760]
article-text: عدالت سول جج کراچی کے روبرو مقدمہ نمبر سال ۲۰۲۵ کے سلسلے میں تمام متعلقہ فریقین کو مطلع کیا جاتا ہے کہ وہ مقررہ تاریخ پر بوقت صبح آٹھ بج کر تیس منٹ عدالت میں حاضر ہوں بصورت دیگر یکطرفہ کارروائی عمل میں لائی جائے گی حکم سے مہر عدالت کراچی ایسٹ ویسٹ ساؤتھ سینٹرل ملیر [606, 169, 722, 286]
section-header-16 [484, 995, 599, 1012]
article-text: عدالت سول جج کراچی کے روبرو مقدمہ نمبر سال ۲۰۲۵ کے سلسلے میں تمام متعلقہ فریقین کو مطلع کیا جاتا ہے کہ وہ مقررہ تاریخ پر بوقت صبح آٹھ بج کر تیس منٹ عدالت میں حاضر ہوں بصورت دیگر یکطرفہ کارروائی عمل میں لائی جائے گی حکم سے مہر عدالت کراچی ایسٹ ویسٹ ساؤتھ سینٹرل ملیر [728, 843, 839, 960]
article-text: عدالت سول جج کراچی کے روبرو مقدمہ نمبر سال ۲۰۲۵ کے سلسلے میں تمام متعلقہ فریقین کو مطلع کیا جاتا ہے کہ وہ مقررہ تاریخ پر بوقت صبح آٹھ بج کر تیس منٹ عدالت میں حاضر ہوں بصورت دیگر یکطرفہ کارروائی عمل میں لائی جائے گی حکم سے مہر عدالت کراچی ایسٹ ویسٹ ساؤتھ سینٹرل ملیر [845, 1161, 956, 1278]
article-text: عدالت سول جج کراچی کے روبرو مقدمہ نمبر سال ۲۰۲۵ کے سلسلے میں تمام متعلقہ فریقین کو مطلع کیا جاتا ہے کہ وہ مقررہ تاریخ پر بوقت صبح آٹھ بج کر تیس منٹ عدالت میں حاضر ہوں بصورت دیگر یکطرفہ کارروائی عمل میں لائی جائے گی حکم سے مہر عدالت کراچی ایسٹ ویسٹ ساؤتھ سینٹرل ملیر [484, 2295, 600, 2412]
section-title: حکومت کا اعلان [850, 1023, 905, 1032]
masthead-title: THE DAILY UMMAT KARACHI,WEDNESDAY SEPTEMBER 03,2025 [2, 3, 385, 17]
section-header-9 [606, 148, 721, 165]
section-header-26 [238, 1752, 355, 1769]
article-text: عدالت سول جج کراچی کے روبرو مقدمہ نمبر سال ۲۰۲۵ کے سلسلے میں تمام متعلقہ فریقین کو مطلع کیا جاتا ہے کہ وہ مقررہ تاریخ پر بوقت صبح آٹھ بج کر تیس منٹ عدالت میں حاضر ہوں بصورت دیگر یکطرفہ کارروائی عمل میں لائی جائے گی حکم سے مہر عدالت کراچی ایسٹ ویسٹ ساؤتھ سینٹرل ملیر [845, 775, 956, 892]
article-text: عدالت سول جج کراچی کے روبرو مقدمہ نمبر سال ۲۰۲۵ کے سلسلے میں تمام متعلقہ فریقین کو مطلع کیا جاتا ہے کہ وہ مقررہ تاریخ پر بوقت صبح آٹھ بج کر تیس منٹ عدالت میں حاضر ہوں بصورت دیگر یکطرفہ کارروائی عمل میں لائی جائے گی حکم سے مہر عدالت کراچی ایسٹ ویسٹ ساؤتھ سینٹرل ملیر [484, 2174, 600, 2291]
notice-text: عدالت سول جج کراچی کے روبرو مقدمہ نمبر سال ۲۰۲۵ کے سلسلے میں تمام متعلقہ فریقین کو مطلع کیا جاتا ہے کہ وہ مقررہ تاریخ پر بوقت صبح آٹھ بج کر تیس منٹ عدالت میں حاضر ہوں بصورت دیگر یکطرفہ کارروائی عمل میں لائی جائے گی حکم سے مہر عدالت کراچی ایسٹ ویسٹ ساؤتھ سینٹرل ملیر [117, 826, 235, 931]
notice-text: عدالت سول جج کراچی کے روبرو مقدمہ نمبر سال ۲۰۲۵ کے سلسلے میں تمام متعلقہ فریقین کو مطلع کیا جاتا ہے کہ وہ مقررہ تاریخ پر بوقت صبح آٹھ بج کر تیس منٹ عدالت میں حاضر ہوں بصورت دیگر یکطرفہ کارروائی عمل میں لائی جائے گی حکم سے مہر عدالت کراچی ایسٹ ویسٹ ساؤتھ سینٹرل ملیر [117, 139, 235, 244]
article-text: عدالت سول جج کراچی کے روبرو مقدمہ نمبر سال ۲۰۲۵ کے سلسلے میں تمام متعلقہ فریقین کو مطلع کیا جاتا ہے کہ وہ مقررہ تاریخ پر بوقت صبح آٹھ بج کر تیس منٹ عدالت میں حاضر ہوں بصورت دیگر یکطرفہ کارروائی عمل میں لائی جائے گی حکم سے مہر عدالت کراچی ایسٹ ویسٹ ساؤتھ سینٹرل ملیر [484, 1500, 600, 1617]
article-text: عدالت سول جج کراچی کے روبرو مقدمہ نمبر سال ۲۰۲۵ کے سلسلے میں تمام متعلقہ فریقین کو مطلع کیا جاتا ہے کہ وہ مقررہ تاریخ پر بوقت صبح آٹھ بج کر تیس منٹ عدالت میں حاضر ہوں بصورت دیگر یکطرفہ کارروائی عمل میں لائی جائے گی حکم سے مہر عدالت کراچی ایسٹ ویسٹ ساؤتھ سینٹرل ملیر [484, 25, 600, 142]
notice-text: عدالت سول جج کراچی کے روبرو مقدمہ نمبر سال ۲۰۲۵ کے سلسلے میں تمام متعلقہ فریقین کو مطلع کیا جاتا ہے کہ وہ مقررہ تاریخ پر بوقت صبح آٹھ بج کر تیس منٹ عدالت میں حاضر ہوں بصورت دیگر یکطرفہ کارروائی عمل میں لائی جائے گی حکم سے مہر عدالت کراچی ایسٹ ویسٹ ساؤتھ سینٹرل ملیر [238, 368, 356, 473]
section-title: ترجیب [733, 682, 755, 691]
section-header-11 [606, 799, 721, 816]
article-text: عدالت سول جج کراچی کے روبرو مقدمہ نمبر سال ۲۰۲۵ کے سلسلے میں تمام متعلقہ فریقین کو مطلع کیا جاتا ہے کہ وہ مقررہ تاریخ پر بوقت صبح آٹھ بج کر تیس منٹ عدالت میں حاضر ہوں بصورت دیگر یکطرفہ کارروائی عمل میں لائی جائے گی حکم سے مہر عدالت کراچی ایسٹ ویسٹ ساؤتھ سینٹرل ملیر [728, 1350, 839, 1467]
notice-text: عدالت سول جج کراچی کے روبرو مقدمہ نمبر سال ۲۰۲۵ کے سلسلے میں تمام متعلقہ فریقین کو مطلع کیا جاتا ہے کہ وہ مقررہ تاریخ پر بوقت صبح آٹھ بج کر تیس منٹ عدالت میں حاضر ہوں بصورت دیگر یکطرفہ کارروائی عمل میں لائی جائے گی حکم سے مہر عدالت کراچی ایسٹ ویسٹ ساؤتھ سینٹرل ملیر [117, 1633, 235, 1738]
classified-subcolumn [117, 114, 234, 1990]
section-title: وزیر اعظم [367, 152, 403, 161]
article-text: عدالت سول جج کراچی کے روبرو مقدمہ نمبر سال ۲۰۲۵ کے سلسلے میں تمام متعلقہ فریقین کو مطلع کیا جاتا ہے کہ وہ مقررہ تاریخ پر بوقت صبح آٹھ بج کر تیس منٹ عدالت میں حاضر ہوں بصورت دیگر یکطرفہ کارروائی عمل میں لائی جائے گی حکم سے مہر عدالت کراچی ایسٹ ویسٹ ساؤتھ سینٹرل ملیر [845, 2152, 956, 2269]
ad-tag: Best-36 [117, 585, 142, 592]
court-notice-label: کورٹ نوٹس [54, 31, 105, 41]
section-title: فہیم کاروان [489, 999, 530, 1008]
article-text: عدالت سول جج کراچی کے روبرو مقدمہ نمبر سال ۲۰۲۵ کے سلسلے میں تمام متعلقہ فریقین کو مطلع کیا جاتا ہے کہ وہ مقررہ تاریخ پر بوقت صبح آٹھ بج کر تیس منٹ عدالت میں حاضر ہوں بصورت دیگر یکطرفہ کارروائی عمل میں لائی جائے گی حکم سے مہر عدالت کراچی ایسٹ ویسٹ ساؤتھ سینٹرل ملیر [606, 1183, 722, 1300]
ad-tag: Crown-10 [5, 1302, 36, 1309]
section-header-18 [484, 2009, 599, 2026]
notice-text: عدالت سول جج کراچی کے روبرو مقدمہ نمبر سال ۲۰۲۵ کے سلسلے میں تمام متعلقہ فریقین کو مطلع کیا جاتا ہے کہ وہ مقررہ تاریخ پر بوقت صبح آٹھ بج کر تیس منٹ عدالت میں حاضر ہوں بصورت دیگر یکطرفہ کارروائی عمل میں لائی جائے گی حکم سے مہر عدالت کراچی ایسٹ ویسٹ ساؤتھ سینٹرل ملیر [5, 676, 110, 793]
section-header-24 [362, 2055, 477, 2072]
section-header-15 [606, 1736, 721, 1753]
article-text: عدالت سول جج کراچی کے روبرو مقدمہ نمبر سال ۲۰۲۵ کے سلسلے میں تمام متعلقہ فریقین کو مطلع کیا جاتا ہے کہ وہ مقررہ تاریخ پر بوقت صبح آٹھ بج کر تیس منٹ عدالت میں حاضر ہوں بصورت دیگر یکطرفہ کارروائی عمل میں لائی جائے گی حکم سے مہر عدالت کراچی ایسٹ ویسٹ ساؤتھ سینٹرل ملیر [484, 2030, 600, 2147]
section-number: نمبر 3 [914, 1648, 954, 1663]
article-text: عدالت سول جج کراچی کے روبرو مقدمہ نمبر سال ۲۰۲۵ کے سلسلے میں تمام متعلقہ فریقین کو مطلع کیا جاتا ہے کہ وہ مقررہ تاریخ پر بوقت صبح آٹھ بج کر تیس منٹ عدالت میں حاضر ہوں بصورت دیگر یکطرفہ کارروائی عمل میں لائی جائے گی حکم سے مہر عدالت کراچی ایسٹ ویسٹ ساؤتھ سینٹرل ملیر [728, 25, 839, 142]
ad-tag: Crown-13 [5, 1940, 36, 1947]
ad-tag: Best-28 [238, 585, 263, 592]
classified-banner [117, 24, 355, 110]
ad-tag: Best-29 [238, 814, 263, 821]
gavel-icon [241, 119, 265, 133]
notice-text: عدالت سول جج کراچی کے روبرو مقدمہ نمبر سال ۲۰۲۵ کے سلسلے میں تمام متعلقہ فریقین کو مطلع کیا جاتا ہے کہ وہ مقررہ تاریخ پر بوقت صبح آٹھ بج کر تیس منٹ عدالت میں حاضر ہوں بصورت دیگر یکطرفہ کارروائی عمل میں لائی جائے گی حکم سے مہر عدالت کراچی ایسٹ ویسٹ ساؤتھ سینٹرل ملیر [5, 302, 110, 419]
article-text: عدالت سول جج کراچی کے روبرو مقدمہ نمبر سال ۲۰۲۵ کے سلسلے میں تمام متعلقہ فریقین کو مطلع کیا جاتا ہے کہ وہ مقررہ تاریخ پر بوقت صبح آٹھ بج کر تیس منٹ عدالت میں حاضر ہوں بصورت دیگر یکطرفہ کارروائی عمل میں لائی جائے گی حکم سے مہر عدالت کراچی ایسٹ ویسٹ ساؤتھ سینٹرل ملیر [362, 290, 478, 407]
section-number: نمبر 7 [797, 823, 837, 838]
section-number: نمبر 11 [673, 800, 720, 815]
notice-text: عدالت سول جج کراچی کے روبرو مقدمہ نمبر سال ۲۰۲۵ کے سلسلے میں تمام متعلقہ فریقین کو مطلع کیا جاتا ہے کہ وہ مقررہ تاریخ پر بوقت صبح آٹھ بج کر تیس منٹ عدالت میں حاضر ہوں بصورت دیگر یکطرفہ کارروائی عمل میں لائی جائے گی حکم سے مہر عدالت کراچی ایسٹ ویسٹ ساؤتھ سینٹرل ملیر [238, 1513, 356, 1618]
article-text: عدالت سول جج کراچی کے روبرو مقدمہ نمبر سال ۲۰۲۵ کے سلسلے میں تمام متعلقہ فریقین کو مطلع کیا جاتا ہے کہ وہ مقررہ تاریخ پر بوقت صبح آٹھ بج کر تیس منٹ عدالت میں حاضر ہوں بصورت دیگر یکطرفہ کارروائی عمل میں لائی جائے گی حکم سے مہر عدالت کراچی ایسٹ ویسٹ ساؤتھ سینٹرل ملیر [606, 941, 722, 1058]
ad-tag: Best-31 [238, 1272, 263, 1279]
notice-text: عدالت سول جج کراچی کے روبرو مقدمہ نمبر سال ۲۰۲۵ کے سلسلے میں تمام متعلقہ فریقین کو مطلع کیا جاتا ہے کہ وہ مقررہ تاریخ پر بوقت صبح آٹھ بج کر تیس منٹ عدالت میں حاضر ہوں بصورت دیگر یکطرفہ کارروائی عمل میں لائی جائے گی حکم سے مہر عدالت کراچی ایسٹ ویسٹ ساؤتھ سینٹرل ملیر [238, 597, 356, 702]
section-header-21 [362, 897, 477, 914]
section-title: پانی کا ذخیرہ [611, 659, 656, 668]
article-text: عدالت سول جج کراچی کے روبرو مقدمہ نمبر سال ۲۰۲۵ کے سلسلے میں تمام متعلقہ فریقین کو مطلع کیا جاتا ہے کہ وہ مقررہ تاریخ پر بوقت صبح آٹھ بج کر تیس منٹ عدالت میں حاضر ہوں بصورت دیگر یکطرفہ کارروائی عمل میں لائی جائے گی حکم سے مہر عدالت کراچی ایسٹ ویسٹ ساؤتھ سینٹرل ملیر [845, 291, 956, 408]
article-text: عدالت سول جج کراچی کے روبرو مقدمہ نمبر سال ۲۰۲۵ کے سلسلے میں تمام متعلقہ فریقین کو مطلع کیا جاتا ہے کہ وہ مقررہ تاریخ پر بوقت صبح آٹھ بج کر تیس منٹ عدالت میں حاضر ہوں بصورت دیگر یکطرفہ کارروائی عمل میں لائی جائے گی حکم سے مہر عدالت کراچی ایسٹ ویسٹ ساؤتھ سینٹرل ملیر [362, 2076, 478, 2193]
article-text: عدالت سول جج کراچی کے روبرو مقدمہ نمبر سال ۲۰۲۵ کے سلسلے میں تمام متعلقہ فریقین کو مطلع کیا جاتا ہے کہ وہ مقررہ تاریخ پر بوقت صبح آٹھ بج کر تیس منٹ عدالت میں حاضر ہوں بصورت دیگر یکطرفہ کارروائی عمل میں لائی جائے گی حکم سے مہر عدالت کراچی ایسٹ ویسٹ ساؤتھ سینٹرل ملیر [362, 653, 478, 770]
article-text: عدالت سول جج کراچی کے روبرو مقدمہ نمبر سال ۲۰۲۵ کے سلسلے میں تمام متعلقہ فریقین کو مطلع کیا جاتا ہے کہ وہ مقررہ تاریخ پر بوقت صبح آٹھ بج کر تیس منٹ عدالت میں حاضر ہوں بصورت دیگر یکطرفہ کارروائی عمل میں لائی جائے گی حکم سے مہر عدالت کراچی ایسٹ ویسٹ ساؤتھ سینٹرل ملیر [362, 532, 478, 649]
notice-text: عدالت سول جج کراچی کے روبرو مقدمہ نمبر سال ۲۰۲۵ کے سلسلے میں تمام متعلقہ فریقین کو مطلع کیا جاتا ہے کہ وہ مقررہ تاریخ پر بوقت صبح آٹھ بج کر تیس منٹ عدالت میں حاضر ہوں بصورت دیگر یکطرفہ کارروائی عمل میں لائی جائے گی حکم سے مہر عدالت کراچی ایسٹ ویسٹ ساؤتھ سینٹرل ملیر [5, 2225, 110, 2342]
section-title: اسرائیلی فوج [367, 901, 413, 910]
section-number: نمبر 4 [797, 270, 837, 285]
article-text: عدالت سول جج کراچی کے روبرو مقدمہ نمبر سال ۲۰۲۵ کے سلسلے میں تمام متعلقہ فریقین کو مطلع کیا جاتا ہے کہ وہ مقررہ تاریخ پر بوقت صبح آٹھ بج کر تیس منٹ عدالت میں حاضر ہوں بصورت دیگر یکطرفہ کارروائی عمل میں لائی جائے گی حکم سے مہر عدالت کراچی ایسٹ ویسٹ ساؤتھ سینٹرل ملیر [484, 1621, 600, 1738]
article-text: عدالت سول جج کراچی کے روبرو مقدمہ نمبر سال ۲۰۲۵ کے سلسلے میں تمام متعلقہ فریقین کو مطلع کیا جاتا ہے کہ وہ مقررہ تاریخ پر بوقت صبح آٹھ بج کر تیس منٹ عدالت میں حاضر ہوں بصورت دیگر یکطرفہ کارروائی عمل میں لائی جائے گی حکم سے مہر عدالت کراچی ایسٹ ویسٹ ساؤتھ سینٹرل ملیر [484, 1016, 600, 1133]
notice-text: عدالت سول جج کراچی کے روبرو مقدمہ نمبر سال ۲۰۲۵ کے سلسلے میں تمام متعلقہ فریقین کو مطلع کیا جاتا ہے کہ وہ مقررہ تاریخ پر بوقت صبح آٹھ بج کر تیس منٹ عدالت میں حاضر ہوں بصورت دیگر یکطرفہ کارروائی عمل میں لائی جائے گی حکم سے مہر عدالت کراچی ایسٹ ویسٹ ساؤتھ سینٹرل ملیر [117, 248, 235, 353]
masthead [0, 0, 960, 20]
news-column-16-19 [480, 24, 602, 2533]
court-notice-header [5, 27, 110, 45]
article-text: عدالت سول جج کراچی کے روبرو مقدمہ نمبر سال ۲۰۲۵ کے سلسلے میں تمام متعلقہ فریقین کو مطلع کیا جاتا ہے کہ وہ مقررہ تاریخ پر بوقت صبح آٹھ بج کر تیس منٹ عدالت میں حاضر ہوں بصورت دیگر یکطرفہ کارروائی عمل میں لائی جائے گی حکم سے مہر عدالت کراچی ایسٹ ویسٹ ساؤتھ سینٹرل ملیر [362, 1281, 478, 1398]
article-text: عدالت سول جج کراچی کے روبرو مقدمہ نمبر سال ۲۰۲۵ کے سلسلے میں تمام متعلقہ فریقین کو مطلع کیا جاتا ہے کہ وہ مقررہ تاریخ پر بوقت صبح آٹھ بج کر تیس منٹ عدالت میں حاضر ہوں بصورت دیگر یکطرفہ کارروائی عمل میں لائی جائے گی حکم سے مہر عدالت کراچی ایسٹ ویسٹ ساؤتھ سینٹرل ملیر [484, 1379, 600, 1496]
article-text: عدالت سول جج کراچی کے روبرو مقدمہ نمبر سال ۲۰۲۵ کے سلسلے میں تمام متعلقہ فریقین کو مطلع کیا جاتا ہے کہ وہ مقررہ تاریخ پر بوقت صبح آٹھ بج کر تیس منٹ عدالت میں حاضر ہوں بصورت دیگر یکطرفہ کارروائی عمل میں لائی جائے گی حکم سے مہر عدالت کراچی ایسٹ ویسٹ ساؤتھ سینٹرل ملیر [845, 1910, 956, 2027]
ad-tag: Best-33 [238, 1621, 263, 1628]
banner-title: مختصر اشتہارات [156, 29, 316, 51]
section-title: حالیہ سیلاب [611, 152, 652, 161]
ad-tag: Best-27 [238, 356, 263, 363]
article-text: عدالت سول جج کراچی کے روبرو مقدمہ نمبر سال ۲۰۲۵ کے سلسلے میں تمام متعلقہ فریقین کو مطلع کیا جاتا ہے کہ وہ مقررہ تاریخ پر بوقت صبح آٹھ بج کر تیس منٹ عدالت میں حاضر ہوں بصورت دیگر یکطرفہ کارروائی عمل میں لائی جائے گی حکم سے مہر عدالت کراچی ایسٹ ویسٹ ساؤتھ سینٹرل ملیر [484, 1886, 600, 2003]
news-column-4-8 [724, 24, 841, 2193]
section-header-25 [362, 2199, 477, 2216]
section-number: نمبر 16 [551, 996, 598, 1011]
article-text: عدالت سول جج کراچی کے روبرو مقدمہ نمبر سال ۲۰۲۵ کے سلسلے میں تمام متعلقہ فریقین کو مطلع کیا جاتا ہے کہ وہ مقررہ تاریخ پر بوقت صبح آٹھ بج کر تیس منٹ عدالت میں حاضر ہوں بصورت دیگر یکطرفہ کارروائی عمل میں لائی جائے گی حکم سے مہر عدالت کراچی ایسٹ ویسٹ ساؤتھ سینٹرل ملیر [362, 918, 478, 1035]
notice-text: عدالت سول جج کراچی کے روبرو مقدمہ نمبر سال ۲۰۲۵ کے سلسلے میں تمام متعلقہ فریقین کو مطلع کیا جاتا ہے کہ وہ مقررہ تاریخ پر بوقت صبح آٹھ بج کر تیس منٹ عدالت میں حاضر ہوں بصورت دیگر یکطرفہ کارروائی عمل میں لائی جائے گی حکم سے مہر عدالت کراچی ایسٹ ویسٹ ساؤتھ سینٹرل ملیر [5, 929, 110, 1046]
notice-text: عدالت سول جج کراچی کے روبرو مقدمہ نمبر سال ۲۰۲۵ کے سلسلے میں تمام متعلقہ فریقین کو مطلع کیا جاتا ہے کہ وہ مقررہ تاریخ پر بوقت صبح آٹھ بج کر تیس منٹ عدالت میں حاضر ہوں بصورت دیگر یکطرفہ کارروائی عمل میں لائی جائے گی حکم سے مہر عدالت کراچی ایسٹ ویسٹ ساؤتھ سینٹرل ملیر [5, 1820, 110, 1937]
section-title: اسلام آباد [489, 1748, 521, 1757]
notice-text: عدالت سول جج کراچی کے روبرو مقدمہ نمبر سال ۲۰۲۵ کے سلسلے میں تمام متعلقہ فریقین کو مطلع کیا جاتا ہے کہ وہ مقررہ تاریخ پر بوقت صبح آٹھ بج کر تیس منٹ عدالت میں حاضر ہوں بصورت دیگر یکطرفہ کارروائی عمل میں لائی جائے گی حکم سے مہر عدالت کراچی ایسٹ ویسٹ ساؤتھ سینٹرل ملیر [238, 1284, 356, 1389]
section-header-12 [606, 1306, 721, 1323]
section-number: نمبر 8 [797, 1330, 837, 1345]
section-title: حکومتی اعلان [611, 1719, 659, 1728]
section-header-7 [728, 822, 838, 839]
notice-text: عدالت سول جج کراچی کے روبرو مقدمہ نمبر سال ۲۰۲۵ کے سلسلے میں تمام متعلقہ فریقین کو مطلع کیا جاتا ہے کہ وہ مقررہ تاریخ پر بوقت صبح آٹھ بج کر تیس منٹ عدالت میں حاضر ہوں بصورت دیگر یکطرفہ کارروائی عمل میں لائی جائے گی حکم سے مہر عدالت کراچی ایسٹ ویسٹ ساؤتھ سینٹرل ملیر [5, 1061, 110, 1178]
article-text: عدالت سول جج کراچی کے روبرو مقدمہ نمبر سال ۲۰۲۵ کے سلسلے میں تمام متعلقہ فریقین کو مطلع کیا جاتا ہے کہ وہ مقررہ تاریخ پر بوقت صبح آٹھ بج کر تیس منٹ عدالت میں حاضر ہوں بصورت دیگر یکطرفہ کارروائی عمل میں لائی جائے گی حکم سے مہر عدالت کراچی ایسٹ ویسٹ ساؤتھ سینٹرل ملیر [362, 2220, 478, 2337]
notice-text: عدالت سول جج کراچی کے روبرو مقدمہ نمبر سال ۲۰۲۵ کے سلسلے میں تمام متعلقہ فریقین کو مطلع کیا جاتا ہے کہ وہ مقررہ تاریخ پر بوقت صبح آٹھ بج کر تیس منٹ عدالت میں حاضر ہوں بصورت دیگر یکطرفہ کارروائی عمل میں لائی جائے گی حکم سے مہر عدالت کراچی ایسٹ ویسٹ ساؤتھ سینٹرل ملیر [117, 368, 235, 473]
section-number: نمبر 19 [551, 2154, 598, 2169]
article-text: عدالت سول جج کراچی کے روبرو مقدمہ نمبر سال ۲۰۲۵ کے سلسلے میں تمام متعلقہ فریقین کو مطلع کیا جاتا ہے کہ وہ مقررہ تاریخ پر بوقت صبح آٹھ بج کر تیس منٹ عدالت میں حاضر ہوں بصورت دیگر یکطرفہ کارروائی عمل میں لائی جائے گی حکم سے مہر عدالت کراچی ایسٹ ویسٹ ساؤتھ سینٹرل ملیر [606, 1592, 722, 1709]
ad-tag: Crown-12 [5, 1808, 36, 1815]
section-title: کراچی [367, 2203, 390, 2212]
section-title: شہباز شریف [611, 1575, 656, 1584]
section-title: ایم کیو ایم [850, 1651, 885, 1660]
notice-text: عدالت سول جج کراچی کے روبرو مقدمہ نمبر سال ۲۰۲۵ کے سلسلے میں تمام متعلقہ فریقین کو مطلع کیا جاتا ہے کہ وہ مقررہ تاریخ پر بوقت صبح آٹھ بج کر تیس منٹ عدالت میں حاضر ہوں بصورت دیگر یکطرفہ کارروائی عمل میں لائی جائے گی حکم سے مہر عدالت کراچی ایسٹ ویسٹ ساؤتھ سینٹرل ملیر [238, 935, 356, 1040]
section-number: نمبر 1 [914, 29, 954, 44]
section-header-3 [845, 1647, 955, 1664]
notice-text: عدالت سول جج کراچی کے روبرو مقدمہ نمبر سال ۲۰۲۵ کے سلسلے میں تمام متعلقہ فریقین کو مطلع کیا جاتا ہے کہ وہ مقررہ تاریخ پر بوقت صبح آٹھ بج کر تیس منٹ عدالت میں حاضر ہوں بصورت دیگر یکطرفہ کارروائی عمل میں لائی جائے گی حکم سے مہر عدالت کراچی ایسٹ ویسٹ ساؤتھ سینٹرل ملیر [5, 2346, 110, 2463]
section-number: نمبر 12 [673, 1307, 720, 1322]
section-title: لاکھوں اقوام [733, 826, 775, 835]
section-header-8 [728, 1329, 838, 1346]
article-text: عدالت سول جج کراچی کے روبرو مقدمہ نمبر سال ۲۰۲۵ کے سلسلے میں تمام متعلقہ فریقین کو مطلع کیا جاتا ہے کہ وہ مقررہ تاریخ پر بوقت صبح آٹھ بج کر تیس منٹ عدالت میں حاضر ہوں بصورت دیگر یکطرفہ کارروائی عمل میں لائی جائے گی حکم سے مہر عدالت کراچی ایسٹ ویسٹ ساؤتھ سینٹرل ملیر [484, 388, 600, 505]
article-text: عدالت سول جج کراچی کے روبرو مقدمہ نمبر سال ۲۰۲۵ کے سلسلے میں تمام متعلقہ فریقین کو مطلع کیا جاتا ہے کہ وہ مقررہ تاریخ پر بوقت صبح آٹھ بج کر تیس منٹ عدالت میں حاضر ہوں بصورت دیگر یکطرفہ کارروائی عمل میں لائی جائے گی حکم سے مہر عدالت کراچی ایسٹ ویسٹ ساؤتھ سینٹرل ملیر [845, 170, 956, 287]
notice-text: عدالت سول جج کراچی کے روبرو مقدمہ نمبر سال ۲۰۲۵ کے سلسلے میں تمام متعلقہ فریقین کو مطلع کیا جاتا ہے کہ وہ مقررہ تاریخ پر بوقت صبح آٹھ بج کر تیس منٹ عدالت میں حاضر ہوں بصورت دیگر یکطرفہ کارروائی عمل میں لائی جائے گی حکم سے مہر عدالت کراچی ایسٹ ویسٹ ساؤتھ سینٹرل ملیر [238, 1393, 356, 1498]
article-text: عدالت سول جج کراچی کے روبرو مقدمہ نمبر سال ۲۰۲۵ کے سلسلے میں تمام متعلقہ فریقین کو مطلع کیا جاتا ہے کہ وہ مقررہ تاریخ پر بوقت صبح آٹھ بج کر تیس منٹ عدالت میں حاضر ہوں بصورت دیگر یکطرفہ کارروائی عمل میں لائی جائے گی حکم سے مہر عدالت کراچی ایسٹ ویسٹ ساؤتھ سینٹرل ملیر [845, 533, 956, 650]
article-text: عدالت سول جج کراچی کے روبرو مقدمہ نمبر سال ۲۰۲۵ کے سلسلے میں تمام متعلقہ فریقین کو مطلع کیا جاتا ہے کہ وہ مقررہ تاریخ پر بوقت صبح آٹھ بج کر تیس منٹ عدالت میں حاضر ہوں بصورت دیگر یکطرفہ کارروائی عمل میں لائی جائے گی حکم سے مہر عدالت کراچی ایسٹ ویسٹ ساؤتھ سینٹرل ملیر [845, 1040, 956, 1157]
ad-tag: Crown-7 [5, 543, 32, 550]
notice-text: عدالت سول جج کراچی کے روبرو مقدمہ نمبر سال ۲۰۲۵ کے سلسلے میں تمام متعلقہ فریقین کو مطلع کیا جاتا ہے کہ وہ مقررہ تاریخ پر بوقت صبح آٹھ بج کر تیس منٹ عدالت میں حاضر ہوں بصورت دیگر یکطرفہ کارروائی عمل میں لائی جائے گی حکم سے مہر عدالت کراچی ایسٹ ویسٹ ساؤتھ سینٹرل ملیر [238, 1633, 356, 1738]
ad-tag: Best-39 [117, 1272, 142, 1279]
article-text: عدالت سول جج کراچی کے روبرو مقدمہ نمبر سال ۲۰۲۵ کے سلسلے میں تمام متعلقہ فریقین کو مطلع کیا جاتا ہے کہ وہ مقررہ تاریخ پر بوقت صبح آٹھ بج کر تیس منٹ عدالت میں حاضر ہوں بصورت دیگر یکطرفہ کارروائی عمل میں لائی جائے گی حکم سے مہر عدالت کراچی ایسٹ ویسٹ ساؤتھ سینٹرل ملیر [606, 1448, 722, 1565]
article-text: عدالت سول جج کراچی کے روبرو مقدمہ نمبر سال ۲۰۲۵ کے سلسلے میں تمام متعلقہ فریقین کو مطلع کیا جاتا ہے کہ وہ مقررہ تاریخ پر بوقت صبح آٹھ بج کر تیس منٹ عدالت میں حاضر ہوں بصورت دیگر یکطرفہ کارروائی عمل میں لائی جائے گی حکم سے مہر عدالت کراچی ایسٹ ویسٹ ساؤتھ سینٹرل ملیر [606, 676, 722, 793]
article-text: عدالت سول جج کراچی کے روبرو مقدمہ نمبر سال ۲۰۲۵ کے سلسلے میں تمام متعلقہ فریقین کو مطلع کیا جاتا ہے کہ وہ مقررہ تاریخ پر بوقت صبح آٹھ بج کر تیس منٹ عدالت میں حاضر ہوں بصورت دیگر یکطرفہ کارروائی عمل میں لائی جائے گی حکم سے مہر عدالت کراچی ایسٹ ویسٹ ساؤتھ سینٹرل ملیر [606, 411, 722, 528]
section-title: بلوچستان [367, 1552, 399, 1561]
notice-text: عدالت سول جج کراچی کے روبرو مقدمہ نمبر سال ۲۰۲۵ کے سلسلے میں تمام متعلقہ فریقین کو مطلع کیا جاتا ہے کہ وہ مقررہ تاریخ پر بوقت صبح آٹھ بج کر تیس منٹ عدالت میں حاضر ہوں بصورت دیگر یکطرفہ کارروائی عمل میں لائی جائے گی حکم سے مہر عدالت کراچی ایسٹ ویسٹ ساؤتھ سینٹرل ملیر [5, 1952, 110, 2069]
section-title: اہم خبریں [10, 2087, 45, 2096]
section-header-19 [484, 2153, 599, 2170]
notice-text: عدالت سول جج کراچی کے روبرو مقدمہ نمبر سال ۲۰۲۵ کے سلسلے میں تمام متعلقہ فریقین کو مطلع کیا جاتا ہے کہ وہ مقررہ تاریخ پر بوقت صبح آٹھ بج کر تیس منٹ عدالت میں حاضر ہوں بصورت دیگر یکطرفہ کارروائی عمل میں لائی جائے گی حکم سے مہر عدالت کراچی ایسٹ ویسٹ ساؤتھ سینٹرل ملیر [117, 1164, 235, 1269]
section-header-23 [362, 1548, 477, 1565]
section-header-14 [606, 1715, 721, 1732]
newspaper-page [2, 24, 958, 2533]
section-header-20 [362, 148, 477, 165]
classified-column-left [2, 24, 113, 2463]
article-text: عدالت سول جج کراچی کے روبرو مقدمہ نمبر سال ۲۰۲۵ کے سلسلے میں تمام متعلقہ فریقین کو مطلع کیا جاتا ہے کہ وہ مقررہ تاریخ پر بوقت صبح آٹھ بج کر تیس منٹ عدالت میں حاضر ہوں بصورت دیگر یکطرفہ کارروائی عمل میں لائی جائے گی حکم سے مہر عدالت کراچی ایسٹ ویسٹ ساؤتھ سینٹرل ملیر [845, 1403, 956, 1520]
ad-tag: Best-35 [117, 356, 142, 363]
article-text: عدالت سول جج کراچی کے روبرو مقدمہ نمبر سال ۲۰۲۵ کے سلسلے میں تمام متعلقہ فریقین کو مطلع کیا جاتا ہے کہ وہ مقررہ تاریخ پر بوقت صبح آٹھ بج کر تیس منٹ عدالت میں حاضر ہوں بصورت دیگر یکطرفہ کارروائی عمل میں لائی جائے گی حکم سے مہر عدالت کراچی ایسٹ ویسٹ ساؤتھ سینٹرل ملیر [728, 1834, 839, 1951]
notice-text: عدالت سول جج کراچی کے روبرو مقدمہ نمبر سال ۲۰۲۵ کے سلسلے میں تمام متعلقہ فریقین کو مطلع کیا جاتا ہے کہ وہ مقررہ تاریخ پر بوقت صبح آٹھ بج کر تیس منٹ عدالت میں حاضر ہوں بصورت دیگر یکطرفہ کارروائی عمل میں لائی جائے گی حکم سے مہر عدالت کراچی ایسٹ ویسٹ ساؤتھ سینٹرل ملیر [238, 477, 356, 582]
section-title: اسکول کھلے [489, 2013, 530, 2022]
article-text: عدالت سول جج کراچی کے روبرو مقدمہ نمبر سال ۲۰۲۵ کے سلسلے میں تمام متعلقہ فریقین کو مطلع کیا جاتا ہے کہ وہ مقررہ تاریخ پر بوقت صبح آٹھ بج کر تیس منٹ عدالت میں حاضر ہوں بصورت دیگر یکطرفہ کارروائی عمل میں لائی جائے گی حکم سے مہر عدالت کراچی ایسٹ ویسٹ ساؤتھ سینٹرل ملیر [484, 2416, 600, 2533]
gavel-icon [120, 119, 144, 133]
